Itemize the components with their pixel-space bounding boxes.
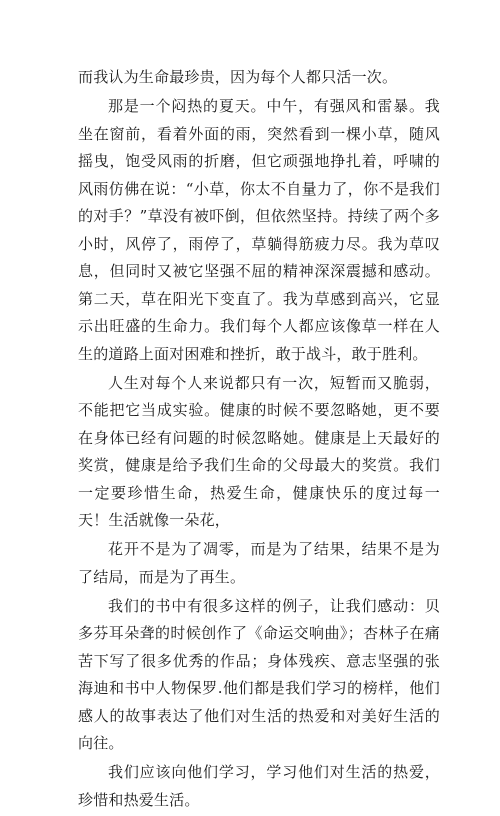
paragraph-1: 而我认为生命最珍贵，因为每个人都只活一次。 bbox=[78, 68, 398, 86]
paragraph-6: 我们应该向他们学习，学习他们对生活的热爱，珍惜和热爱生活。 bbox=[78, 763, 440, 809]
paragraph-5: 我们的书中有很多这样的例子，让我们感动：贝多芬耳朵聋的时候创作了《命运交响曲》；杏林子在痛苦下写了很多优秀的作品；身体残疾、意志坚强的张海迪和书中人物保罗.他们都是我们学习的榜样，他们感人的故事表达了他们对生活的热爱和对美好生活的向往。 bbox=[78, 596, 440, 752]
paragraph-2: 那是一个闷热的夏天。中午，有强风和雷暴。我坐在窗前，看着外面的雨，突然看到一棵小草，随风摇曳，饱受风雨的折磨，但它顽强地挣扎着，呼啸的风雨仿佛在说：“小草，你太不自量力了，你不是我们的对手？”草没有被吓倒，但依然坚持。持续了两个多小时，风停了，雨停了，草躺得筋疲力尽。我为草叹息，但同时又被它坚强不屈的精神深深震撼和感动。第二天，草在阳光下变直了。我为草感到高兴，它显示出旺盛的生命力。我们每个人都应该像草一样在人生的道路上面对困难和挫折，敢于战斗，敢于胜利。 bbox=[78, 97, 440, 363]
paragraph-3: 人生对每个人来说都只有一次，短暂而又脆弱，不能把它当成实验。健康的时候不要忽略她，更不要在身体已经有问题的时候忽略她。健康是上天最好的奖赏，健康是给予我们生命的父母最大的奖赏。我们一定要珍惜生命，热爱生命，健康快乐的度过每一天！生活就像一朵花， bbox=[78, 373, 440, 529]
paragraph-4: 花开不是为了凋零，而是为了结果，结果不是为了结局，而是为了再生。 bbox=[78, 540, 440, 586]
essay-body bbox=[78, 64, 440, 816]
